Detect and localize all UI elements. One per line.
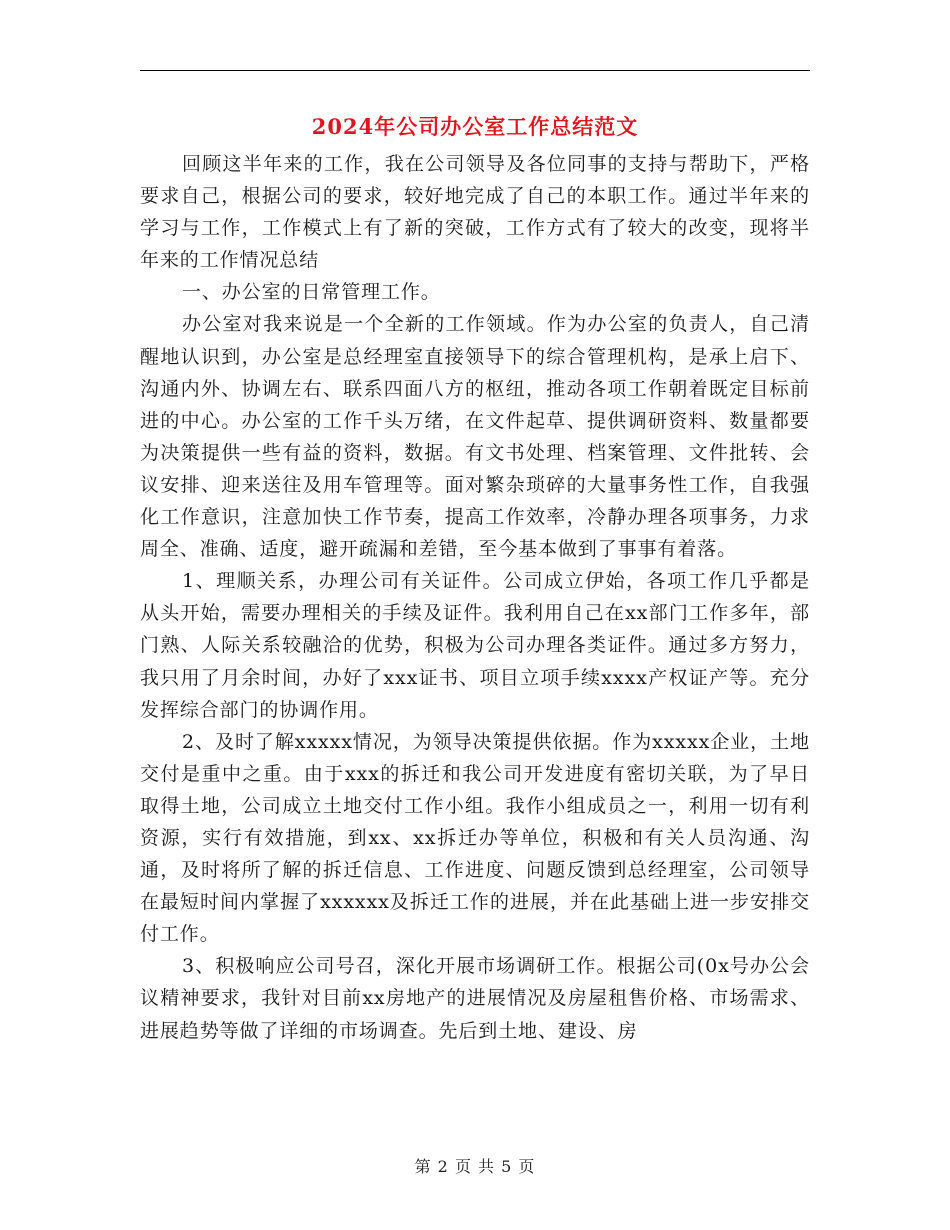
paragraph-item-1: 1、理顺关系，办理公司有关证件。公司成立伊始，各项工作几乎都是从头开始，需要办理相关的手续及证件。我利用自己在xx部门工作多年，部门熟、人际关系较融洽的优势，积极为公司办理各类证件。通过多方努力，我只用了月余时间，办好了xxx证书、项目立项手续xxxx产权证产等。充分发挥综合部门的协调作用。 xyxy=(140,570,810,721)
paragraph-office-overview: 办公室对我来说是一个全新的工作领域。作为办公室的负责人，自己清醒地认识到，办公室是总经理室直接领导下的综合管理机构，是承上启下、沟通内外、协调左右、联系四面八方的枢纽，推动各项工作朝着既定目标前进的中心。办公室的工作千头万绪，在文件起草、提供调研资料、数量都要为决策提供一些有益的资料，数据。有文书处理、档案管理、文件批转、会议安排、迎来送往及用车管理等。面对繁杂琐碎的大量事务性工作，自我强化工作意识，注意加快工作节奏，提高工作效率，冷静办理各项事务，力求周全、准确、适度，避开疏漏和差错，至今基本做到了事事有着落。 xyxy=(140,313,810,561)
page-footer: 第 2 页 共 5 页 xyxy=(414,1157,536,1176)
document-title: 2024年公司办公室工作总结范文 xyxy=(311,114,639,139)
header-rule xyxy=(140,70,810,71)
paragraph-item-3: 3、积极响应公司号召，深化开展市场调研工作。根据公司(0x号办公会议精神要求，我针对目前xx房地产的进展情况及房屋租售价格、市场需求、进展趋势等做了详细的市场调查。先后到土地、建设、房 xyxy=(140,955,810,1042)
paragraph-intro: 回顾这半年来的工作，我在公司领导及各位同事的支持与帮助下，严格要求自己，根据公司的要求，较好地完成了自己的本职工作。通过半年来的学习与工作，工作模式上有了新的突破，工作方式有了较大的改变，现将半年来的工作情况总结 xyxy=(140,153,810,272)
paragraph-item-2: 2、及时了解xxxxx情况，为领导决策提供依据。作为xxxxx企业，土地交付是重中之重。由于xxx的拆迁和我公司开发进度有密切关联，为了早日取得土地，公司成立土地交付工作小组。我作小组成员之一，利用一切有利资源，实行有效措施，到xx、xx拆迁办等单位，积极和有关人员沟通、沟通，及时将所了解的拆迁信息、工作进度、问题反馈到总经理室，公司领导在最短时间内掌握了xxxxxx及拆迁工作的进展，并在此基础上进一步安排交付工作。 xyxy=(140,730,810,946)
document-body xyxy=(140,148,810,1047)
section-heading-daily-management: 一、办公室的日常管理工作。 xyxy=(182,281,441,304)
